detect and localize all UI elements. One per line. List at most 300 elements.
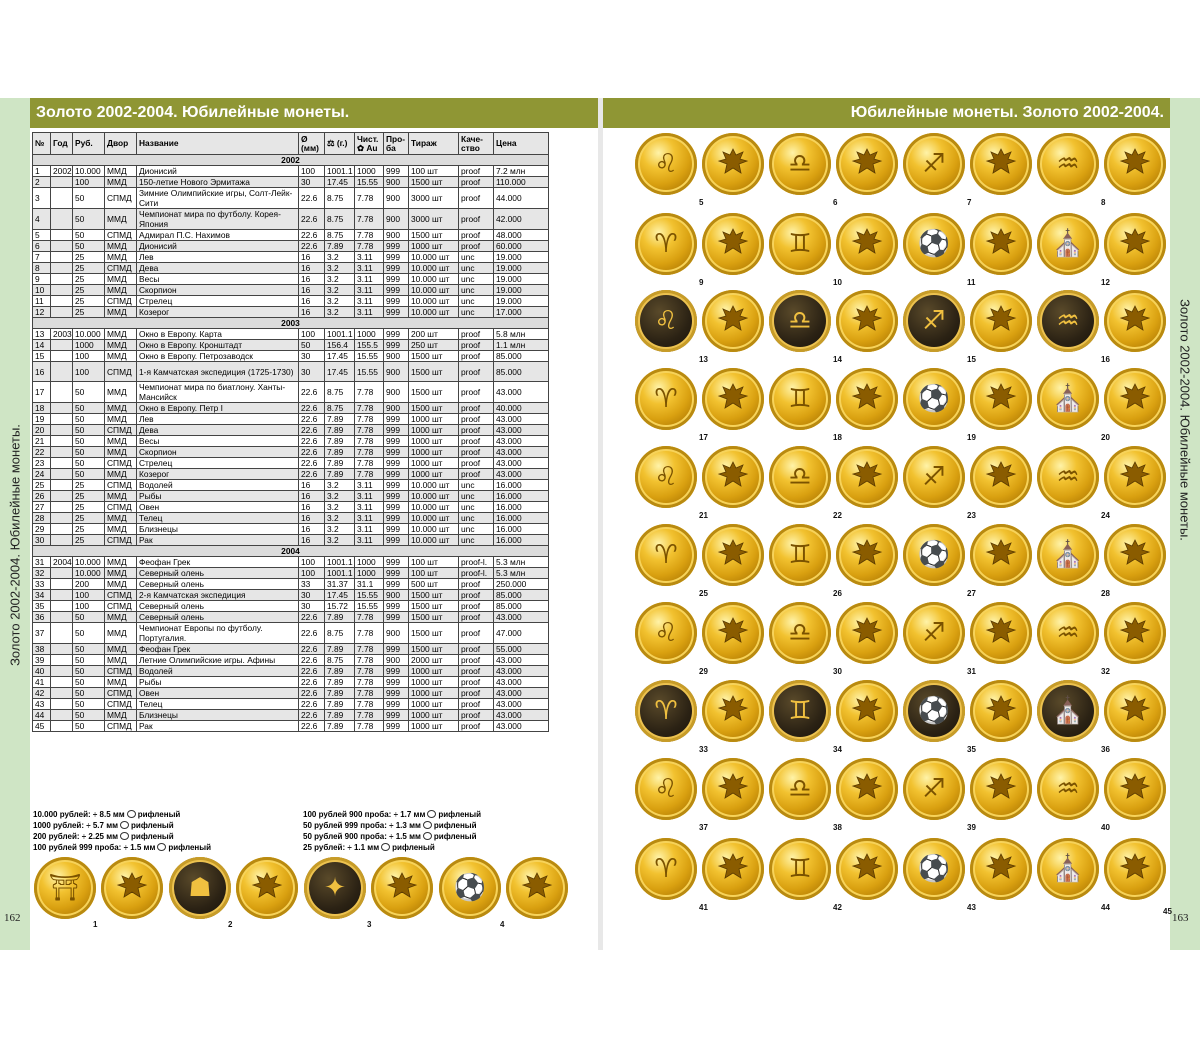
table-cell [51, 296, 73, 307]
coin-number: 26 [833, 589, 842, 598]
coin-design-icon: ♎ [788, 462, 812, 492]
legend-label: 100 рублей 900 проба: [303, 810, 392, 819]
table-cell: 3.11 [355, 252, 384, 263]
table-cell: 999 [384, 285, 409, 296]
table-cell: 1.1 млн [494, 340, 549, 351]
table-row [33, 655, 549, 666]
coin-number: 20 [1101, 433, 1110, 442]
coin-design-icon: ♒ [1056, 774, 1080, 804]
table-cell: unc [459, 502, 494, 513]
table-cell: 1500 шт [409, 382, 459, 403]
table-cell: 45 [33, 721, 51, 732]
table-cell: 10.000 шт [409, 480, 459, 491]
eagle-emblem-icon [717, 304, 749, 334]
coin-reverse-design [903, 290, 965, 352]
coin-obverse-eagle [702, 213, 764, 275]
table-cell: 1000 шт [409, 447, 459, 458]
coin-number: 37 [699, 823, 708, 832]
legend-line [303, 831, 481, 842]
table-cell: 2-я Камчатская экспедиция [137, 590, 299, 601]
table-cell: Козерог [137, 307, 299, 318]
eagle-emblem-icon [851, 694, 883, 724]
side-title-left: Золото 2002-2004. Юбилейные монеты. [7, 424, 23, 666]
table-cell [51, 601, 73, 612]
coin-reverse-design [769, 133, 831, 195]
coin-number: 33 [699, 745, 708, 754]
table-cell [51, 568, 73, 579]
table-cell: СПМД [105, 688, 137, 699]
coin-design-icon: ♒ [1056, 618, 1080, 648]
table-cell: 5.8 млн [494, 329, 549, 340]
table-cell: 2000 шт [409, 655, 459, 666]
coin-design-icon: ♎ [788, 149, 812, 179]
table-cell [51, 285, 73, 296]
coin-reverse-design [1037, 524, 1099, 586]
coin-obverse-eagle [1104, 133, 1166, 195]
table-cell: 17.45 [325, 590, 355, 601]
table-cell: 999 [384, 425, 409, 436]
table-cell: 1000 [355, 557, 384, 568]
table-cell: 999 [384, 710, 409, 721]
table-cell: 16.000 [494, 502, 549, 513]
column-header: Двор [105, 133, 137, 155]
coin-obverse-eagle [836, 602, 898, 664]
table-cell [51, 351, 73, 362]
table-cell: 44 [33, 710, 51, 721]
table-cell: 7.89 [325, 710, 355, 721]
table-cell: Окно в Европу. Карта [137, 329, 299, 340]
table-cell: proof [459, 469, 494, 480]
table-cell: СПМД [105, 721, 137, 732]
table-cell: Телец [137, 699, 299, 710]
table-cell: 1500 шт [409, 644, 459, 655]
coin-number: 19 [967, 433, 976, 442]
table-cell [51, 414, 73, 425]
coin-obverse-eagle [1104, 290, 1166, 352]
coin-design-icon: ♊ [788, 696, 812, 726]
coin-number: 38 [833, 823, 842, 832]
table-cell: 7.89 [325, 436, 355, 447]
table-cell: 16 [299, 502, 325, 513]
table-cell: 50 [73, 230, 105, 241]
table-cell: 50 [73, 644, 105, 655]
coin-obverse-eagle [836, 133, 898, 195]
coin-number: 5 [699, 198, 704, 207]
table-cell [51, 688, 73, 699]
table-cell: 19.000 [494, 285, 549, 296]
table-cell: 25 [73, 535, 105, 546]
eagle-emblem-icon [1119, 460, 1151, 490]
table-cell: 6 [33, 241, 51, 252]
legend-label: 50 рублей 999 проба: [303, 821, 387, 830]
table-cell: СПМД [105, 535, 137, 546]
table-cell: Окно в Европу. Петр I [137, 403, 299, 414]
table-cell: 30 [33, 535, 51, 546]
eagle-emblem-icon [985, 772, 1017, 802]
coin-obverse-eagle [702, 680, 764, 742]
table-cell [51, 491, 73, 502]
page-gutter [598, 98, 603, 950]
table-cell: 22.6 [299, 688, 325, 699]
table-cell: 3.2 [325, 491, 355, 502]
legend-line [303, 842, 481, 853]
table-cell: 43.000 [494, 469, 549, 480]
table-cell: Рак [137, 535, 299, 546]
table-cell: Дионисий [137, 241, 299, 252]
eagle-emblem-icon [1119, 538, 1151, 568]
table-cell: 900 [384, 230, 409, 241]
edge-icon [423, 832, 432, 840]
eagle-emblem-icon [717, 538, 749, 568]
table-cell: 3.11 [355, 307, 384, 318]
table-cell: 22.6 [299, 425, 325, 436]
column-header: Ø (мм) [299, 133, 325, 155]
table-cell: unc [459, 285, 494, 296]
table-cell: 38 [33, 644, 51, 655]
column-header: ⚖ (г.) [325, 133, 355, 155]
table-cell [51, 425, 73, 436]
table-cell [51, 230, 73, 241]
table-cell: 1500 шт [409, 623, 459, 644]
table-cell: 999 [384, 524, 409, 535]
table-cell: Весы [137, 274, 299, 285]
coin-reverse-design [1037, 213, 1099, 275]
table-cell: ММД [105, 557, 137, 568]
table-cell: 27 [33, 502, 51, 513]
eagle-emblem-icon [1119, 694, 1151, 724]
table-cell: 10 [33, 285, 51, 296]
table-cell: 1500 шт [409, 612, 459, 623]
table-cell: proof [459, 188, 494, 209]
table-cell: Рак [137, 721, 299, 732]
table-cell: 7.78 [355, 699, 384, 710]
table-cell: 2 [33, 177, 51, 188]
table-cell: 50 [73, 425, 105, 436]
table-cell: 7.78 [355, 469, 384, 480]
table-cell: 7.78 [355, 230, 384, 241]
table-cell: proof [459, 209, 494, 230]
table-cell: proof-l. [459, 568, 494, 579]
table-cell: 3000 шт [409, 209, 459, 230]
table-cell: 50 [73, 209, 105, 230]
table-cell [51, 458, 73, 469]
legend-label: 50 рублей 900 проба: [303, 832, 387, 841]
thickness-icon: ÷ [386, 832, 396, 841]
coin-obverse-eagle [970, 368, 1032, 430]
table-cell: 43.000 [494, 721, 549, 732]
table-cell: 25 [73, 480, 105, 491]
table-cell: 10.000 шт [409, 307, 459, 318]
table-cell: Чемпионат Европы по футболу. Португалия. [137, 623, 299, 644]
table-cell: 16 [299, 252, 325, 263]
table-cell: 10.000 шт [409, 285, 459, 296]
coin-obverse-eagle [970, 524, 1032, 586]
legend-edge: рифленый [168, 843, 211, 852]
table-cell: 7.89 [325, 688, 355, 699]
table-row [33, 274, 549, 285]
table-row [33, 666, 549, 677]
coin-obverse-eagle [236, 857, 298, 919]
eagle-emblem-icon [985, 227, 1017, 257]
table-cell: 20 [33, 425, 51, 436]
table-cell: 1001.1 [325, 166, 355, 177]
table-cell: 10.000 шт [409, 252, 459, 263]
table-cell: 16 [33, 362, 51, 382]
table-cell: 9 [33, 274, 51, 285]
coin-number: 27 [967, 589, 976, 598]
coin-number: 13 [699, 355, 708, 364]
legend-edge: рифленый [433, 821, 477, 830]
edge-icon [127, 810, 136, 818]
table-cell: 100 шт [409, 557, 459, 568]
coin-obverse-eagle [702, 524, 764, 586]
table-cell: 25 [73, 296, 105, 307]
legend-line [303, 809, 481, 820]
table-cell: ММД [105, 491, 137, 502]
table-cell [51, 590, 73, 601]
table-cell: 10.000 шт [409, 535, 459, 546]
coin-design-icon: ♌ [654, 618, 678, 648]
table-cell: 7.78 [355, 447, 384, 458]
coin-design-icon: ♌ [654, 774, 678, 804]
coin-number: 10 [833, 278, 842, 287]
table-row [33, 721, 549, 732]
table-cell: 999 [384, 644, 409, 655]
table-cell: Окно в Европу. Петрозаводск [137, 351, 299, 362]
table-cell [51, 699, 73, 710]
table-cell: 15.72 [325, 601, 355, 612]
table-cell: 22.6 [299, 382, 325, 403]
table-cell: 1500 шт [409, 601, 459, 612]
table-cell: 22.6 [299, 710, 325, 721]
thickness-icon: ÷ [79, 832, 89, 841]
table-cell: 3.11 [355, 480, 384, 491]
table-cell: 7.89 [325, 644, 355, 655]
table-cell: ММД [105, 177, 137, 188]
eagle-emblem-icon [985, 616, 1017, 646]
table-cell: 10.000 шт [409, 274, 459, 285]
table-cell: Дева [137, 425, 299, 436]
eagle-emblem-icon [1119, 772, 1151, 802]
table-cell: proof [459, 403, 494, 414]
table-cell: 17.45 [325, 351, 355, 362]
coin-obverse-eagle [836, 290, 898, 352]
coin-obverse-eagle [1104, 758, 1166, 820]
table-cell: 16 [299, 296, 325, 307]
table-cell: 1000 шт [409, 710, 459, 721]
table-cell: 50 [73, 382, 105, 403]
coin-design-icon: ☗ [188, 873, 212, 903]
eagle-emblem-icon [985, 460, 1017, 490]
table-cell: 85.000 [494, 351, 549, 362]
table-cell [51, 263, 73, 274]
table-cell [51, 188, 73, 209]
table-cell [51, 469, 73, 480]
coin-design-icon: ⛩ [48, 873, 82, 903]
coin-reverse-design [1037, 133, 1099, 195]
table-cell: 10.000 шт [409, 513, 459, 524]
table-cell: 999 [384, 469, 409, 480]
table-cell: СПМД [105, 263, 137, 274]
table-cell [51, 666, 73, 677]
coin-obverse-eagle [836, 524, 898, 586]
eagle-emblem-icon [851, 147, 883, 177]
coin-reverse-design [1037, 838, 1099, 900]
table-cell: 999 [384, 677, 409, 688]
coin-reverse-design [34, 857, 96, 919]
table-cell: 43.000 [494, 688, 549, 699]
coin-design-icon: ♎ [788, 774, 812, 804]
column-header: Тираж [409, 133, 459, 155]
table-cell: 22.6 [299, 414, 325, 425]
eagle-emblem-icon [985, 852, 1017, 882]
table-cell: 19.000 [494, 296, 549, 307]
table-cell: 43.000 [494, 382, 549, 403]
table-cell: Рыбы [137, 491, 299, 502]
table-cell: 1500 шт [409, 230, 459, 241]
table-cell: 3.2 [325, 513, 355, 524]
coin-number: 23 [967, 511, 976, 520]
table-cell: Чемпионат мира по биатлону. Ханты-Мансийск [137, 382, 299, 403]
table-cell [51, 177, 73, 188]
table-row [33, 458, 549, 469]
table-cell: ММД [105, 513, 137, 524]
table-cell: 50 [73, 458, 105, 469]
coin-number: 9 [699, 278, 704, 287]
table-cell: 22.6 [299, 403, 325, 414]
table-row [33, 436, 549, 447]
thickness-icon: ÷ [121, 843, 131, 852]
table-row [33, 285, 549, 296]
table-cell: 41 [33, 677, 51, 688]
eagle-emblem-icon [851, 772, 883, 802]
table-cell: 16 [299, 307, 325, 318]
table-cell: 1000 шт [409, 414, 459, 425]
coin-table [32, 132, 548, 732]
eagle-emblem-icon [1119, 616, 1151, 646]
table-cell: 7.78 [355, 188, 384, 209]
table-cell: Водолей [137, 666, 299, 677]
table-cell: 50 [73, 666, 105, 677]
table-cell: 7.78 [355, 458, 384, 469]
table-cell: 156.4 [325, 340, 355, 351]
eagle-emblem-icon [1119, 227, 1151, 257]
coin-reverse-design [1037, 758, 1099, 820]
table-cell: 999 [384, 579, 409, 590]
table-cell [51, 403, 73, 414]
table-row [33, 447, 549, 458]
table-cell: 7.89 [325, 677, 355, 688]
coin-design-icon: ♐ [922, 618, 946, 648]
table-cell: 1000 [73, 340, 105, 351]
table-cell: 3.2 [325, 274, 355, 285]
table-cell: proof [459, 447, 494, 458]
table-cell: 22 [33, 447, 51, 458]
table-cell: proof [459, 655, 494, 666]
coin-number: 14 [833, 355, 842, 364]
coin-number: 25 [699, 589, 708, 598]
table-cell: 1000 шт [409, 677, 459, 688]
table-cell: 1000 шт [409, 688, 459, 699]
coin-number: 32 [1101, 667, 1110, 676]
table-cell [51, 721, 73, 732]
table-cell: Феофан Грек [137, 644, 299, 655]
table-cell: 900 [384, 351, 409, 362]
table-cell: 999 [384, 568, 409, 579]
table-cell: ММД [105, 710, 137, 721]
table-row [33, 307, 549, 318]
thickness-icon: ÷ [391, 810, 401, 819]
table-cell: 100 шт [409, 166, 459, 177]
table-cell: 25 [73, 285, 105, 296]
table-row [33, 177, 549, 188]
table-cell: 7.78 [355, 612, 384, 623]
coin-number: 40 [1101, 823, 1110, 832]
table-cell: 10.000 [73, 568, 105, 579]
table-cell: 11 [33, 296, 51, 307]
table-cell: proof [459, 644, 494, 655]
eagle-emblem-icon [851, 304, 883, 334]
coin-design-icon: ♒ [1056, 306, 1080, 336]
table-cell: 50 [73, 688, 105, 699]
table-cell: 22.6 [299, 188, 325, 209]
coin-number: 41 [699, 903, 708, 912]
coin-number: 4 [500, 920, 505, 929]
table-cell: 999 [384, 491, 409, 502]
table-cell: unc [459, 307, 494, 318]
table-cell: proof [459, 241, 494, 252]
table-cell: Телец [137, 513, 299, 524]
table-cell [51, 535, 73, 546]
table-cell: 999 [384, 340, 409, 351]
coin-design-icon: ♊ [788, 540, 812, 570]
thickness-icon: ÷ [90, 810, 100, 819]
table-cell: 16 [299, 480, 325, 491]
table-row [33, 252, 549, 263]
table-cell: Стрелец [137, 296, 299, 307]
table-cell: 16 [299, 274, 325, 285]
coin-obverse-eagle [1104, 680, 1166, 742]
table-cell: 3.11 [355, 296, 384, 307]
table-cell: СПМД [105, 188, 137, 209]
coin-reverse-design [903, 680, 965, 742]
table-cell: 15.55 [355, 351, 384, 362]
coin-reverse-design [635, 290, 697, 352]
coin-reverse-design [903, 524, 965, 586]
table-cell: Стрелец [137, 458, 299, 469]
table-row [33, 601, 549, 612]
table-cell: 4 [33, 209, 51, 230]
coin-obverse-eagle [836, 446, 898, 508]
table-cell: Весы [137, 436, 299, 447]
table-row [33, 524, 549, 535]
coin-number: 42 [833, 903, 842, 912]
coin-number: 17 [699, 433, 708, 442]
table-cell: 43 [33, 699, 51, 710]
table-cell: Северный олень [137, 612, 299, 623]
table-cell: Северный олень [137, 579, 299, 590]
eagle-emblem-icon [851, 852, 883, 882]
table-cell [51, 382, 73, 403]
legend-line [33, 831, 211, 842]
table-cell: 999 [384, 296, 409, 307]
column-header: Каче-ство [459, 133, 494, 155]
table-cell: 7.89 [325, 241, 355, 252]
eagle-emblem-icon [851, 460, 883, 490]
table-cell: 100 [73, 351, 105, 362]
table-cell: 3000 шт [409, 188, 459, 209]
legend-edge: рифленый [131, 832, 174, 841]
